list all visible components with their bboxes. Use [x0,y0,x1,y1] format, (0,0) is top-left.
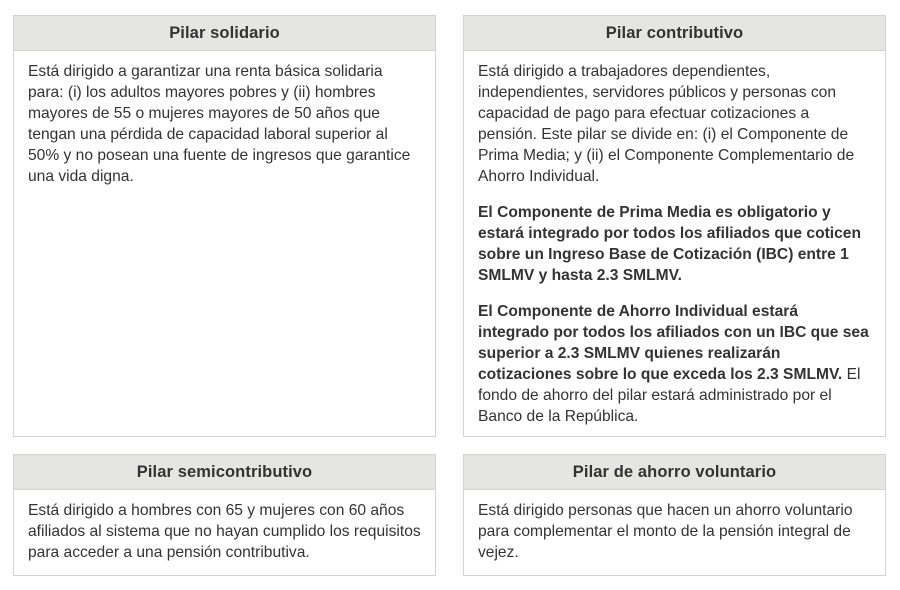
card-paragraph-3 [478,301,871,427]
card-title: Pilar contributivo [464,16,885,51]
card-pilar-solidario [13,15,436,437]
card-body [14,490,435,563]
card-pilar-contributivo [463,15,886,437]
card-body [14,51,435,187]
card-text: Está dirigido a garantizar una renta básica solidaria para: (i) los adultos mayores pobres y (ii) hombres mayores de 55 o mujeres mayores de 50 años que tengan una pérdida de capacidad laboral superior al 50% y no posean una fuente de ingresos que garantice una vida digna. [28,63,411,185]
card-pilar-ahorro-voluntario [463,454,886,576]
card-title: Pilar semicontributivo [14,455,435,490]
card-paragraph-3-regular: El fondo de ahorro del pilar estará administrado por el Banco de la República. [478,366,861,425]
card-pilar-semicontributivo [13,454,436,576]
card-title: Pilar solidario [14,16,435,51]
card-text: Está dirigido personas que hacen un ahorro voluntario para complementar el monto de la pensión integral de vejez. [478,502,853,561]
card-paragraph-2: El Componente de Prima Media es obligatorio y estará integrado por todos los afiliados que coticen sobre un Ingreso Base de Cotización (IBC) entre 1 SMLMV y hasta 2.3 SMLMV. [478,204,861,284]
card-title: Pilar de ahorro voluntario [464,455,885,490]
card-text: Está dirigido a hombres con 65 y mujeres con 60 años afiliados al sistema que no hayan cumplido los requisitos para acceder a una pensión contributiva. [28,502,421,561]
card-body [464,51,885,427]
card-paragraph-3-bold: El Componente de Ahorro Individual estará integrado por todos los afiliados con un IBC que sea superior a 2.3 SMLMV quienes realizarán cotizaciones sobre lo que exceda los 2.3 SMLMV. [478,303,869,383]
card-paragraph-1: Está dirigido a trabajadores dependientes, independientes, servidores públicos y personas con capacidad de pago para efectuar cotizaciones a pensión. Este pilar se divide en: (i) el Componente de Prima Media; y (ii) el Componente Complementario de Ahorro Individual. [478,63,855,185]
card-body [464,490,885,563]
